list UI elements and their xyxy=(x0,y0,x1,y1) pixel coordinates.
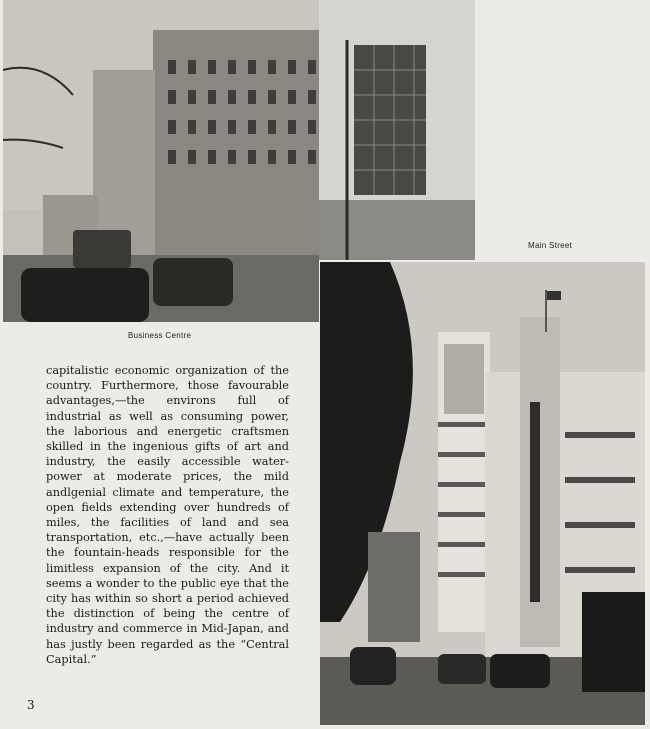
main-street-photo xyxy=(320,262,645,725)
business-centre-photo xyxy=(3,0,319,322)
main-street-illustration xyxy=(320,262,645,725)
business-centre-illustration xyxy=(3,0,319,322)
business-centre-building-extension xyxy=(319,0,475,260)
body-paragraph xyxy=(46,363,289,667)
business-centre-caption: Business Centre xyxy=(128,331,192,340)
page-number: 3 xyxy=(27,698,35,712)
main-street-caption: Main Street xyxy=(528,241,573,250)
body-paragraph-text: capitalistic economic organization of the country. Furthermore, those favourable advantages,—the environs full of industrial as well as consuming power, the laborious and energetic craftsmen skilled in the ingenious gifts of art and industry, the easily accessible water-power at moderate prices, the mild andlgenial climate and temperature, the open fields extending over hundreds of miles, the facilities of land and sea transportation, etc.,—have actually been the fountain-heads responsible for the limitless expansion of the city. And it seems a wonder to the public eye that the city has within so short a period achieved the distinction of being the centre of industry and commerce in Mid-Japan, and has justly been regarded as the “Central Capital.” xyxy=(46,364,289,666)
